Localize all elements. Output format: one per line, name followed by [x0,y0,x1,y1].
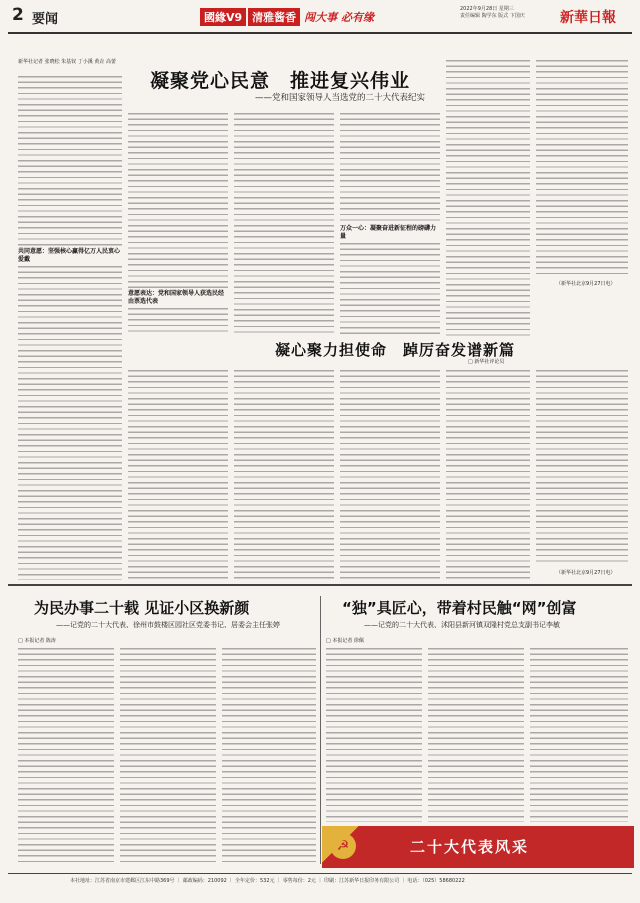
banner-slogan: 闯大事 必有缘 [304,11,375,24]
issue-info [460,6,550,20]
top-article-column-1a [18,76,122,246]
top-article-column-4b [340,243,440,336]
right-feature-column-2 [428,648,524,822]
right-feature-title: “独”具匠心，带着村民触“网”创富 [342,599,577,617]
left-feature-column-1 [18,648,114,866]
right-feature-byline: □ 本报记者 徐佩 [326,638,364,644]
top-article-column-5 [446,60,530,336]
top-article-column-6 [536,60,628,276]
top-article-column-4a [340,113,440,223]
top-article-column-1b [18,266,122,580]
top-article-column-2b [128,308,228,336]
top-article-column-2a [128,113,228,288]
left-feature-title: 为民办事二十载 见证小区换新颜 [34,599,250,617]
footer-divider [8,873,632,874]
commentary-column-2 [234,370,334,580]
top-article-subhead-2: 意愿表达：党和国家领导人获选民经由票选代表 [128,290,228,306]
left-feature-subtitle: ——记党的二十大代表、徐州市鼓楼区园社区党委书记、居委会主任张婷 [56,621,280,629]
commentary-title: 凝心聚力担使命 踔厉奋发谱新篇 [275,341,516,359]
page-number: 2 [12,5,24,25]
commentary-column-3 [340,370,440,580]
right-feature-column-3 [530,648,628,822]
top-article-subhead-1: 共同意愿：坚强核心赢得亿万人民衷心爱戴 [18,248,121,263]
banner-title: 清雅酱香 [248,8,300,26]
top-article-title: 凝聚党心民意 推进复兴伟业 [150,70,411,92]
publisher-footer: 本社地址：江苏省南京市建邺区江东中路369号 ｜ 邮政编码：210092 ｜ 全年定价：532元 ｜ 零售每份：2元 ｜ 印刷：江苏新华日报印务有限公司 ｜ 电话：（025）58680222 [70,878,465,884]
ad-banner [200,8,455,26]
top-article-subtitle: ——党和国家领导人当选党的二十大代表纪实 [255,93,426,103]
newspaper-masthead: 新華日報 [560,10,616,26]
commentary-byline: □ 新华社评论员 [468,359,505,365]
top-article-signoff: （新华社北京9月27日电） [556,281,616,287]
right-feature-subtitle: ——记党的二十大代表、沭阳县新河镇双隆村党总支副书记李敏 [364,621,560,629]
section-name: 要闻 [32,12,59,27]
commentary-column-1 [128,370,228,580]
top-article-column-3 [234,113,334,336]
top-article-byline: 新华社记者 张晓松 朱基钗 丁小溪 黄垚 高蕾 [18,59,116,65]
series-ribbon-text: 二十大代表风采 [410,838,530,856]
left-feature-column-3 [222,648,316,866]
commentary-column-4 [446,370,530,580]
commentary-signoff: （新华社北京9月27日电） [556,570,616,576]
issue-editors: 责任编辑 陶学东 版式 卞国庆 [460,13,525,19]
top-article-subhead-3: 万众一心：凝聚奋进新征程的磅礴力量 [340,225,440,241]
right-feature-column-1 [326,648,422,822]
section-divider [8,584,632,586]
issue-date: 2022年9月28日 星期三 [460,6,514,12]
header-divider [8,32,632,34]
party-emblem-icon: ☭ [330,833,356,859]
left-feature-byline: □ 本报记者 陈涛 [18,638,56,644]
left-feature-column-2 [120,648,216,866]
commentary-column-5 [536,370,628,565]
bottom-column-divider [320,596,321,864]
banner-label: 國緣V9 [200,8,246,26]
